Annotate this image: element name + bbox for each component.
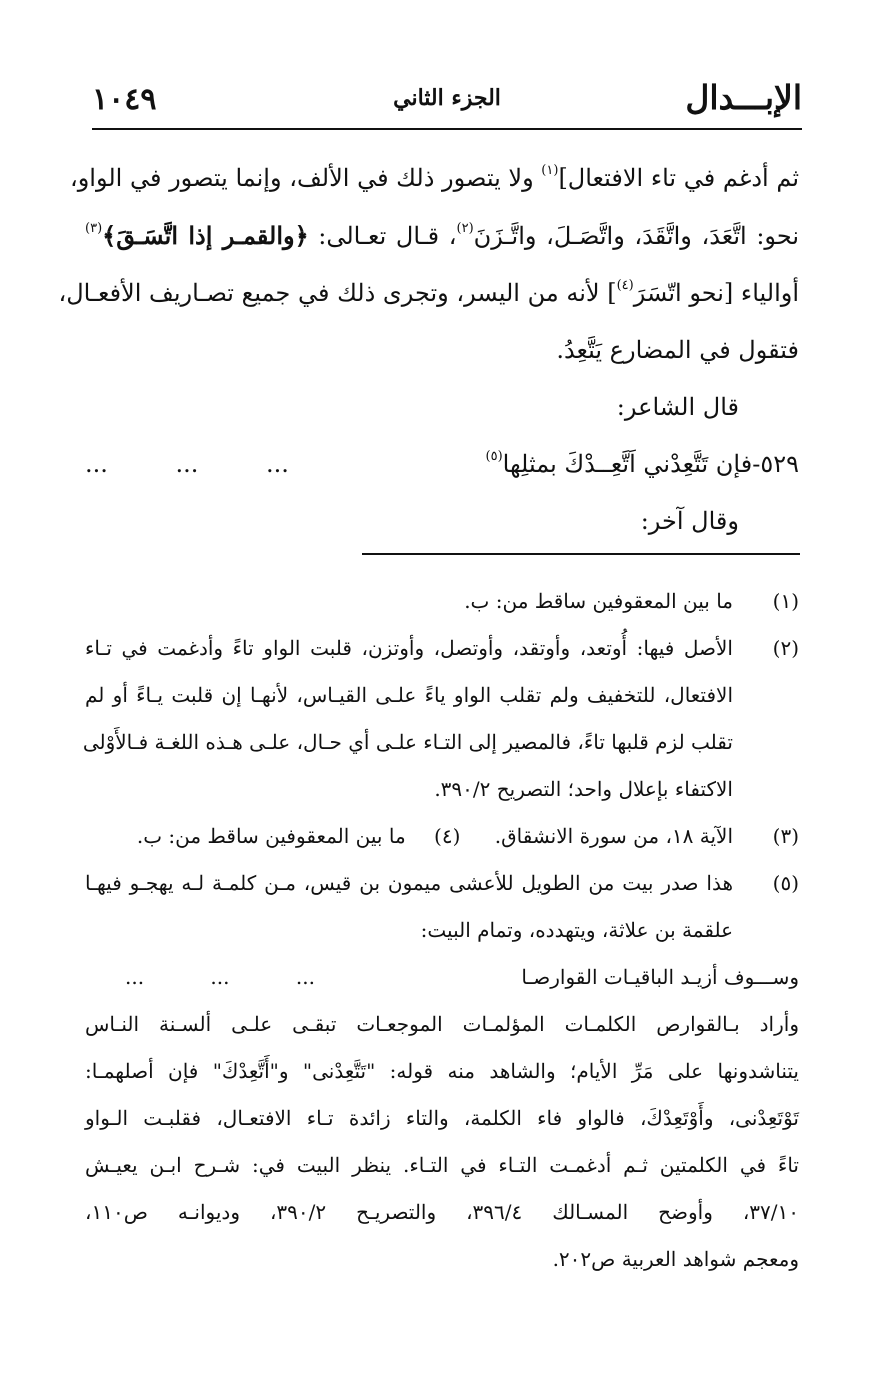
verse-529: [85, 436, 799, 493]
footnote-ref: (٥): [485, 449, 503, 464]
footnote-number: (٢): [772, 636, 799, 660]
footnote-2: [82, 625, 799, 813]
footnote-5: [85, 860, 799, 954]
verse-hemistich: وســـوف أزيـد الباقيـات القوارصـا: [521, 965, 799, 989]
footnote-line: وأراد بـالقوارص الكلمـات المؤلمـات الموجعـات تبقـى علـى ألسـنة النـاس: [85, 1012, 799, 1036]
footnote-line: الافتعال، للتخفيف ولم تقلب الواو ياءً علـى القيـاس، لأنهـا إن قلبت يـاءً أو لم: [85, 683, 733, 707]
footnote-line: تاءً في الكلمتين ثـم أدغمـت التـاء في التـاء. ينظر البيت في: شـرح ابـن يعيـش: [85, 1153, 799, 1177]
footnote-line: ٣٧/١٠، وأوضح المسـالك ٣٩٦/٤، والتصريـح ٣٩٠/٢، وديوانـه ص١١٠،: [85, 1200, 800, 1224]
text-line-1: [69, 150, 799, 207]
footnote-ref: (٤): [616, 278, 634, 293]
part-title: الجزء الثاني: [393, 85, 501, 111]
text-segment: ] لأنه من اليسر، وتجرى ذلك في جميع تصـاريف الأفعـال،: [58, 279, 617, 307]
footnote-3-4: [85, 813, 799, 860]
chapter-title: الإبـــدال: [685, 78, 802, 117]
footnote-line: هذا صدر بيت من الطويل للأعشى ميمون بن قيس، مـن كلمـة لـه يهجـو فيهـا: [85, 871, 733, 895]
verse-hemistich: ٥٢٩-فإن تَتَّعِدْني اَتَّعِــدْكَ بمثلِها: [502, 450, 799, 478]
footnote-line: تقلب لزم قلبها تاءً، فالمصير إلى التـاء علـى أي حـال، علـى هـذه اللغـة فـالأَوْلى: [82, 730, 733, 754]
text-line-4: [85, 322, 799, 379]
footnote-ref: (٣): [85, 221, 103, 236]
poet-label: وقال آخر:: [640, 507, 739, 535]
text-segment: أوالياء [نحو اتّسَرَ: [633, 279, 799, 307]
footnote-number: (٥): [772, 871, 799, 895]
text-segment: فتقول في المضارع يَتَّعِدُ.: [556, 336, 799, 364]
footnote-text: الآية ١٨، من سورة الانشقاق.: [494, 824, 733, 848]
text-segment: ثم أدغم في تاء الافتعال]: [558, 164, 799, 192]
footnote-number: (٣): [772, 824, 799, 848]
footnote-ref: (١): [541, 163, 559, 178]
footnote-ref: (٢): [456, 221, 474, 236]
footnote-line: الاكتفاء بإعلال واحد؛ التصريح ٣٩٠/٢.: [434, 777, 733, 801]
verse-ellipsis: ... ... ...: [85, 450, 289, 478]
page-number: ١٠٤٩: [92, 82, 157, 117]
footnotes: [82, 578, 800, 1283]
footnote-number: (٤): [434, 824, 461, 848]
footnote-text: ما بين المعقوفين ساقط من: ب.: [464, 589, 733, 613]
footnote-number: (١): [772, 589, 799, 613]
poet-label: قال الشاعر:: [616, 393, 739, 421]
footnote-line: ومعجم شواهد العربية ص٢٠٢.: [552, 1247, 799, 1271]
quran-quote: ﴿والقمـر إذا اتَّسَـقَ﴾: [102, 221, 309, 250]
footnote-line: تَوْتَعِدْنى، وأَوْتَعِدْكَ، فالواو فاء الكلمة، والتاء زائدة تـاء الافتعـال، فقلبـت الـواو: [85, 1106, 799, 1130]
text-line-3: [58, 265, 799, 322]
text-segment: ، قـال تعـالى:: [308, 222, 457, 250]
header-rule: [92, 128, 802, 130]
footnote-line: يتناشدونها على مَرِّ الأيام؛ والشاهد منه قوله: "تَتَّعِدْنى" و"أَتَّعِدْكَ" فإن أصلهمـا:: [85, 1059, 799, 1083]
footnote-verse: [85, 954, 799, 1001]
text-segment: نحو: اتَّعَدَ، واتَّقَدَ، واتَّصَـلَ، واتَّـزَنَ: [473, 222, 799, 250]
footnote-1: [85, 578, 799, 625]
text-segment: ولا يتصور ذلك في الألف، وإنما يتصور في الواو،: [69, 164, 542, 192]
footnote-line: علقمة بن علاثة، ويتهدده، وتمام البيت:: [420, 918, 733, 942]
verse-ellipsis: ... ... ...: [125, 965, 315, 989]
footnote-rule: [362, 553, 800, 555]
page-header: [92, 78, 802, 118]
main-text: [58, 150, 799, 550]
verse-text: [486, 436, 799, 493]
footnote-continuation: [85, 1001, 799, 1283]
footnote-line: الأصل فيها: أُوتعد، وأوتقد، وأوتصل، وأوتزن، قلبت الواو تاءً وأدغمت في تـاء: [85, 636, 733, 660]
footnote-text: ما بين المعقوفين ساقط من: ب.: [136, 824, 406, 848]
text-line-2: [85, 207, 799, 265]
